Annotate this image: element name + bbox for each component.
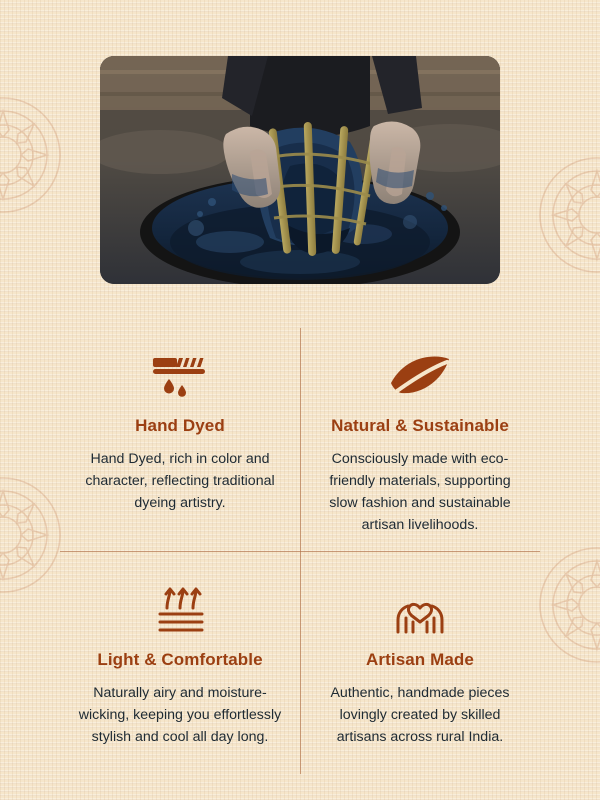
features-grid: [60, 328, 540, 774]
hand-dyed-icon: [149, 350, 211, 402]
hero-image: [100, 56, 500, 284]
feature-natural-sustainable: [300, 328, 540, 562]
feature-description: Naturally airy and moisture-wicking, keeping you effortlessly stylish and cool all day long.: [78, 685, 282, 745]
feature-title: Natural & Sustainable: [331, 416, 509, 435]
feature-description: Consciously made with eco-friendly materials, supporting slow fashion and sustainable artisan livelihoods.: [329, 451, 511, 533]
breathable-airflow-icon: [152, 584, 208, 636]
feature-title: Light & Comfortable: [97, 650, 263, 669]
leaf-icon: [387, 350, 453, 402]
feature-hand-dyed: [60, 328, 300, 562]
feature-description: Authentic, handmade pieces lovingly created by skilled artisans across rural India.: [330, 685, 510, 745]
feature-light-comfortable: [60, 562, 300, 774]
feature-artisan-made: [300, 562, 540, 774]
feature-title: Hand Dyed: [135, 416, 225, 435]
indigo-dyeing-photo: [100, 56, 500, 284]
feature-title: Artisan Made: [366, 650, 474, 669]
grid-horizontal-divider: [60, 551, 540, 552]
feature-description: Hand Dyed, rich in color and character, reflecting traditional dyeing artistry.: [85, 451, 275, 511]
hands-heart-icon: [390, 584, 450, 636]
